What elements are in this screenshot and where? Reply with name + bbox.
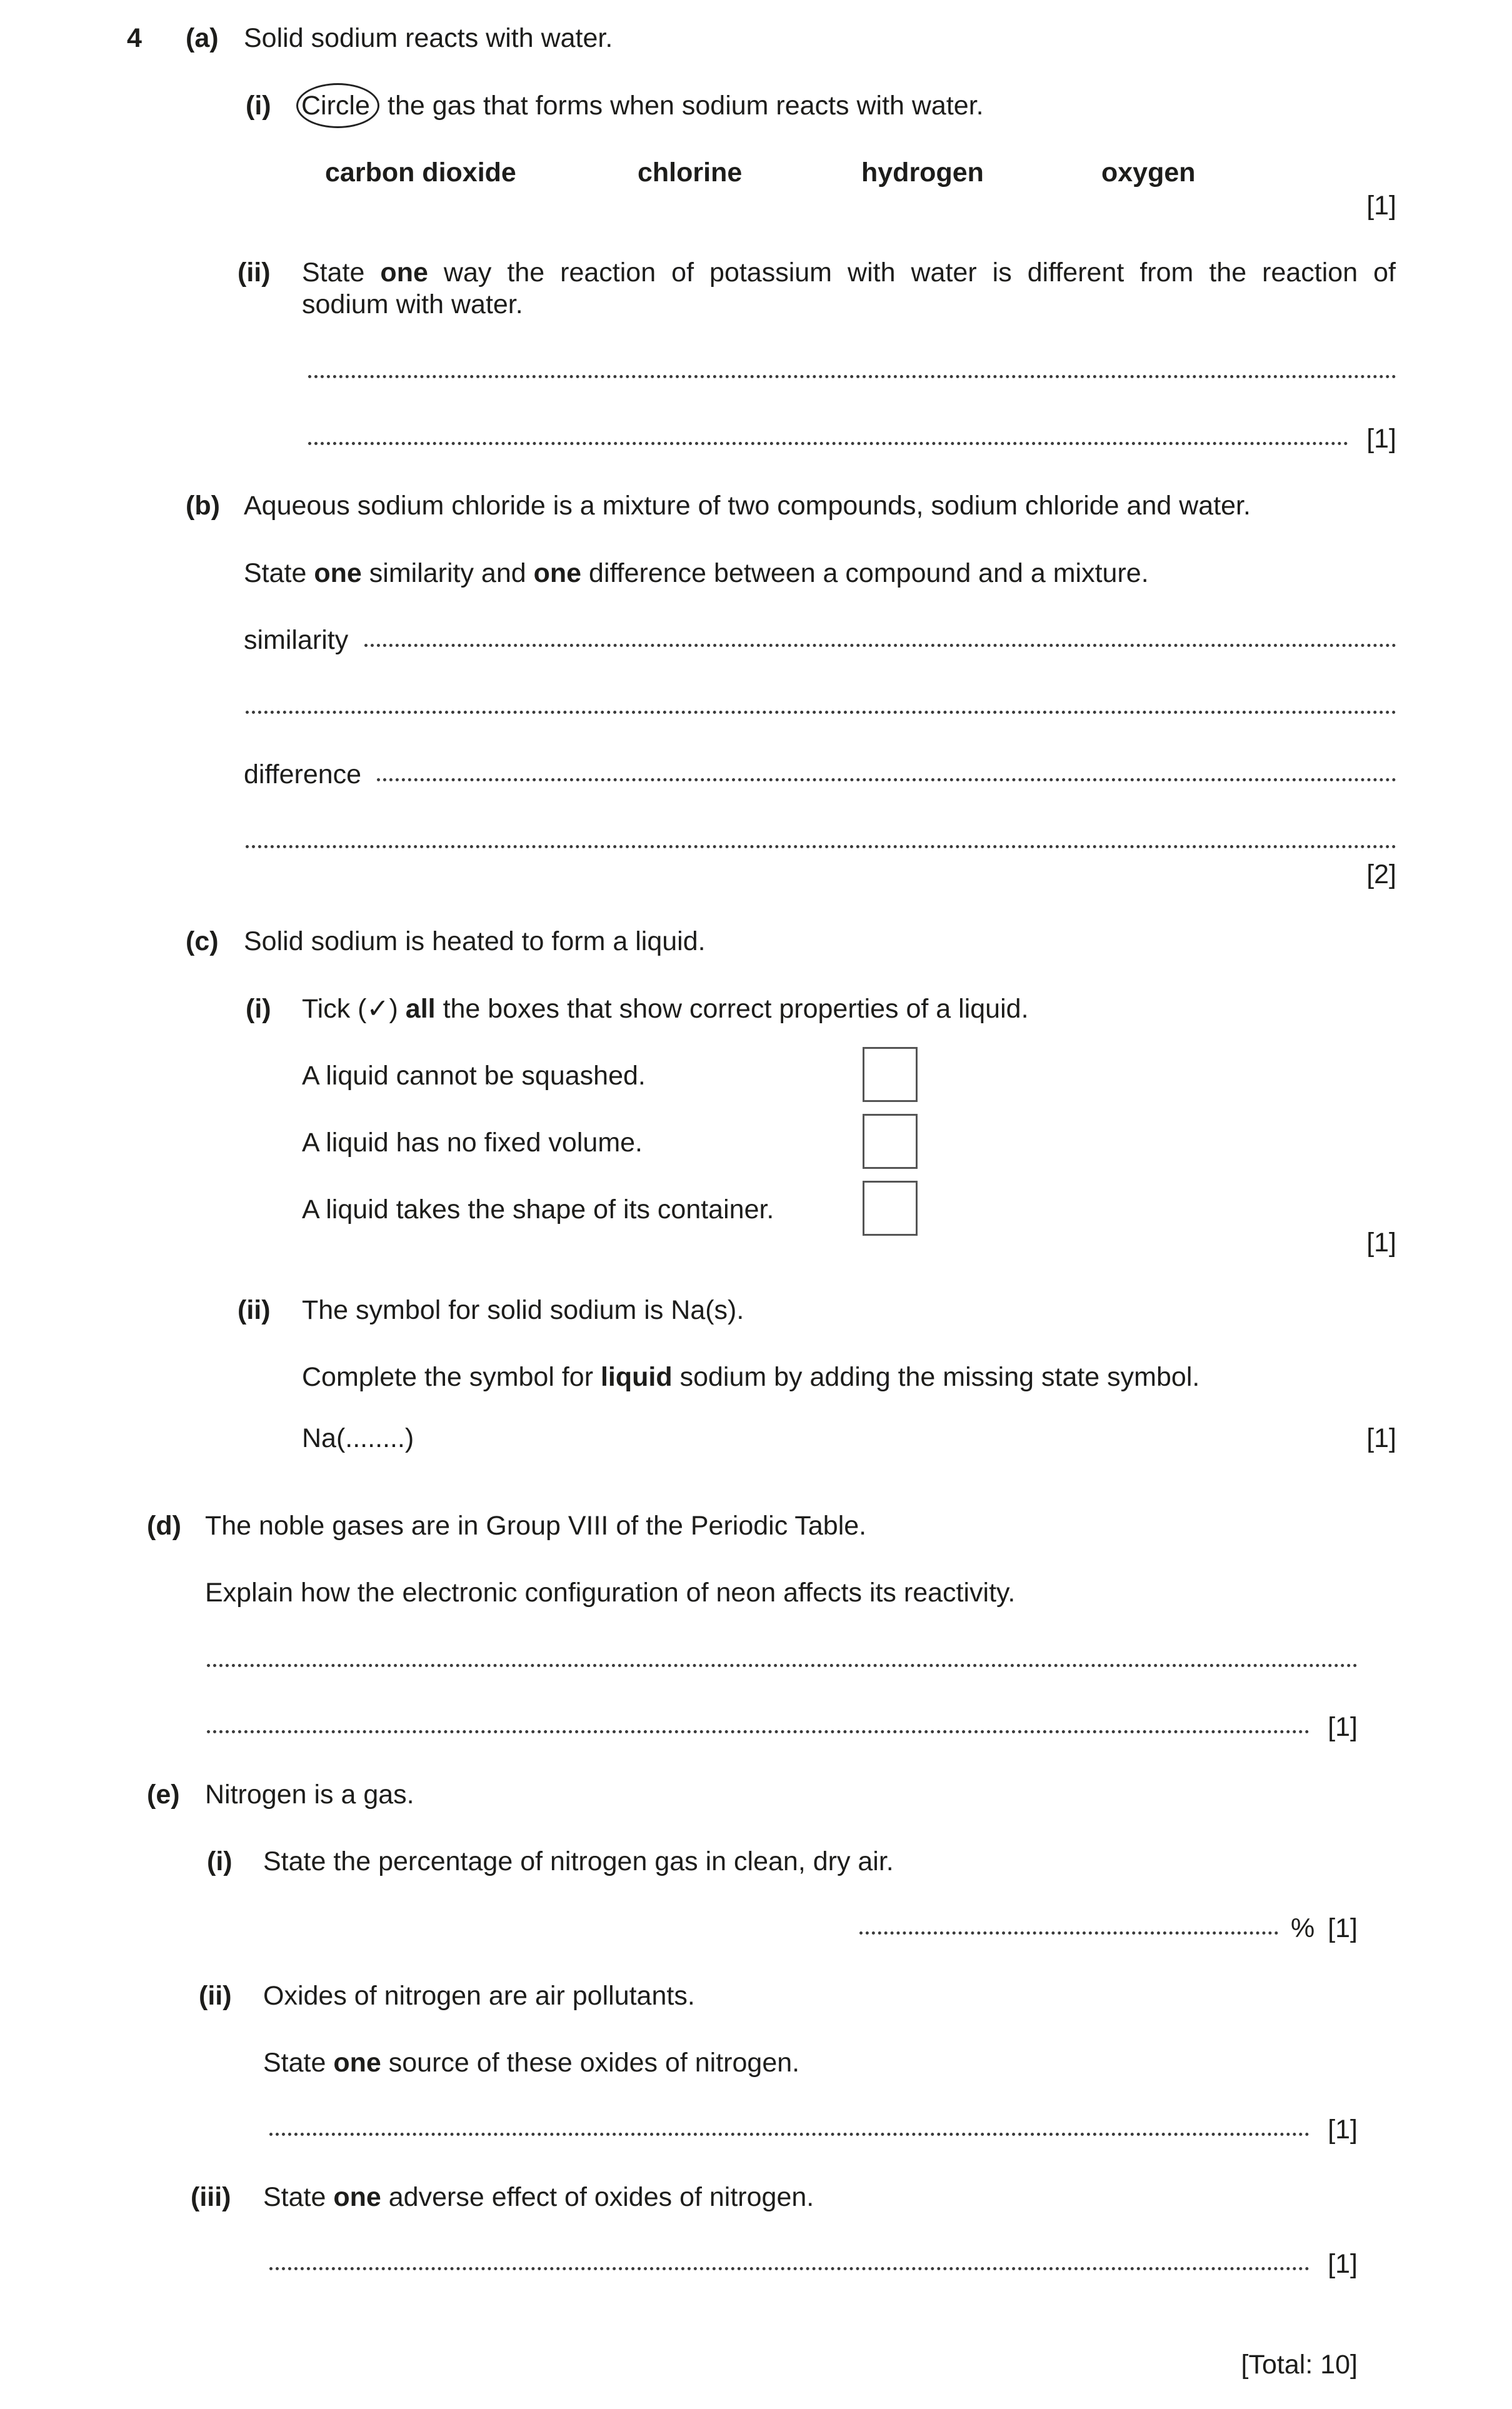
tick-box-1[interactable] xyxy=(863,1047,918,1102)
state-symbol-answer[interactable]: Na(........) xyxy=(302,1423,414,1453)
part-c-stem: Solid sodium is heated to form a liquid. xyxy=(244,926,706,956)
answer-line-similarity-2[interactable] xyxy=(246,711,1396,714)
part-d-instruction: Explain how the electronic configuration of neon affects its reactivity. xyxy=(205,1578,1016,1608)
marks-a-i: [1] xyxy=(1366,191,1396,221)
part-a-ii-label: (ii) xyxy=(238,258,271,288)
marks-c-i: [1] xyxy=(1366,1228,1396,1258)
part-e-iii-instruction: State one adverse effect of oxides of nitrogen. xyxy=(263,2182,814,2212)
option-hydrogen[interactable]: hydrogen xyxy=(861,158,984,188)
answer-line-difference-1[interactable] xyxy=(377,778,1396,781)
part-e-ii-instruction: State one source of these oxides of nitrogen. xyxy=(263,2048,800,2078)
part-e-i-label: (i) xyxy=(207,1846,233,1876)
option-carbon-dioxide[interactable]: carbon dioxide xyxy=(325,158,516,188)
answer-line-difference-2[interactable] xyxy=(246,845,1396,848)
part-c-label: (c) xyxy=(186,926,219,956)
part-b-stem: Aqueous sodium chloride is a mixture of two compounds, sodium chloride and water. xyxy=(244,491,1251,521)
answer-line-e-i[interactable] xyxy=(859,1931,1278,1935)
answer-line-similarity-1[interactable] xyxy=(364,644,1396,647)
part-b-instruction: State one similarity and one difference between a compound and a mixture. xyxy=(244,558,1149,588)
answer-line-a-ii-2[interactable] xyxy=(308,442,1348,445)
statement-cannot-be-squashed: A liquid cannot be squashed. xyxy=(302,1061,646,1091)
part-a-label: (a) xyxy=(186,23,219,53)
marks-c-ii: [1] xyxy=(1366,1423,1396,1453)
marks-e-i: [1] xyxy=(1328,1913,1358,1943)
statement-shape-of-container: A liquid takes the shape of its container. xyxy=(302,1194,774,1225)
answer-line-d-1[interactable] xyxy=(207,1664,1358,1667)
part-e-label: (e) xyxy=(147,1780,180,1810)
answer-line-a-ii-1[interactable] xyxy=(308,375,1396,378)
tick-box-3[interactable] xyxy=(863,1181,918,1236)
part-c-ii-instruction: Complete the symbol for liquid sodium by adding the missing state symbol. xyxy=(302,1362,1200,1392)
option-oxygen[interactable]: oxygen xyxy=(1101,158,1196,188)
part-b-label: (b) xyxy=(186,491,220,521)
part-e-stem: Nitrogen is a gas. xyxy=(205,1780,414,1810)
difference-label: difference xyxy=(244,759,362,789)
part-c-ii-label: (ii) xyxy=(238,1295,271,1325)
part-a-i-label: (i) xyxy=(246,91,271,121)
marks-a-ii: [1] xyxy=(1366,424,1396,454)
answer-line-e-iii[interactable] xyxy=(269,2267,1309,2270)
similarity-label: similarity xyxy=(244,625,349,655)
marks-e-iii: [1] xyxy=(1328,2249,1358,2279)
marks-d: [1] xyxy=(1328,1712,1358,1742)
part-c-i-label: (i) xyxy=(246,994,271,1024)
part-c-ii-stem: The symbol for solid sodium is Na(s). xyxy=(302,1295,744,1325)
percent-unit: % xyxy=(1291,1913,1315,1943)
marks-e-ii: [1] xyxy=(1328,2115,1358,2145)
answer-line-d-2[interactable] xyxy=(207,1730,1309,1733)
part-c-i-instruction: Tick (✓) all the boxes that show correct properties of a liquid. xyxy=(302,994,1029,1024)
circle-word: Circle xyxy=(301,91,370,121)
option-chlorine[interactable]: chlorine xyxy=(638,158,743,188)
part-e-ii-label: (ii) xyxy=(199,1981,232,2011)
part-e-ii-stem: Oxides of nitrogen are air pollutants. xyxy=(263,1981,695,2011)
part-a-i-text: the gas that forms when sodium reacts with water. xyxy=(388,91,984,121)
part-d-stem: The noble gases are in Group VIII of the Periodic Table. xyxy=(205,1511,867,1541)
part-d-label: (d) xyxy=(147,1511,181,1541)
part-e-iii-label: (iii) xyxy=(191,2182,231,2212)
part-a-stem: Solid sodium reacts with water. xyxy=(244,23,613,53)
part-a-ii-text-line2: sodium with water. xyxy=(302,289,523,319)
tick-box-2[interactable] xyxy=(863,1114,918,1169)
part-a-ii-text: State one way the reaction of potassium with water is different from the reaction of xyxy=(302,258,1396,288)
answer-line-e-ii[interactable] xyxy=(269,2133,1309,2136)
question-number: 4 xyxy=(127,23,142,53)
part-e-i-stem: State the percentage of nitrogen gas in clean, dry air. xyxy=(263,1846,894,1876)
marks-b: [2] xyxy=(1366,859,1396,889)
statement-no-fixed-volume: A liquid has no fixed volume. xyxy=(302,1128,643,1158)
total-marks: [Total: 10] xyxy=(1241,2350,1358,2380)
